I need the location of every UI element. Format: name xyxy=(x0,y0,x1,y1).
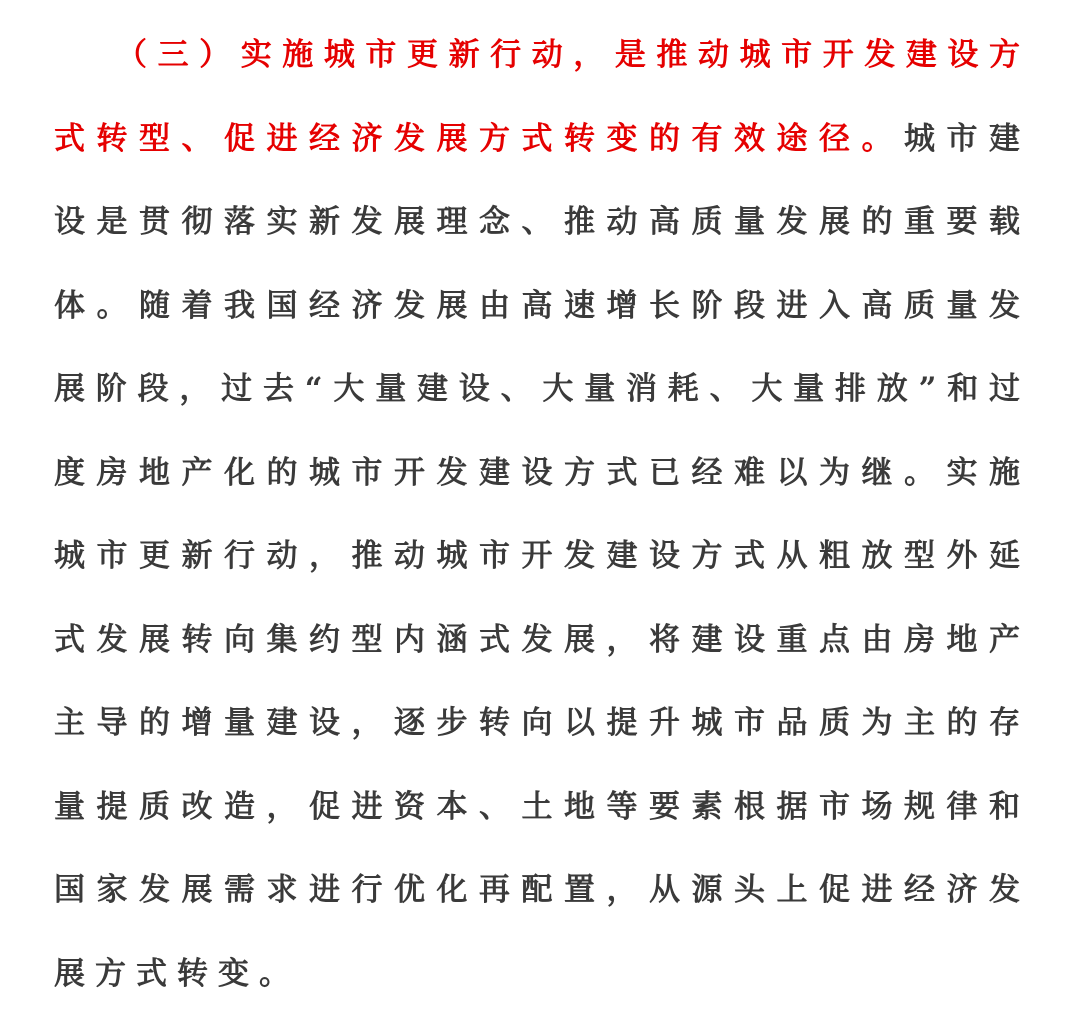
article-paragraph xyxy=(54,14,1030,1016)
body-text: 城市建设是贯彻落实新发展理念、推动高质量发展的重要载体。随着我国经济发展由高速增长阶段进入高质量发展阶段，过去“大量建设、大量消耗、大量排放”和过度房地产化的城市开发建设方式已经难以为继。实施城市更新行动，推动城市开发建设方式从粗放型外延式发展转向集约型内涵式发展，将建设重点由房地产主导的增量建设，逐步转向以提升城市品质为主的存量提质改造，促进资本、土地等要素根据市场规律和国家发展需求进行优化再配置，从源头上促进经济发展方式转变。 xyxy=(54,120,1030,992)
highlighted-heading-sentence: （三）实施城市更新行动，是推动城市开发建设方式转型、促进经济发展方式转变的有效途径。 xyxy=(54,37,1030,157)
